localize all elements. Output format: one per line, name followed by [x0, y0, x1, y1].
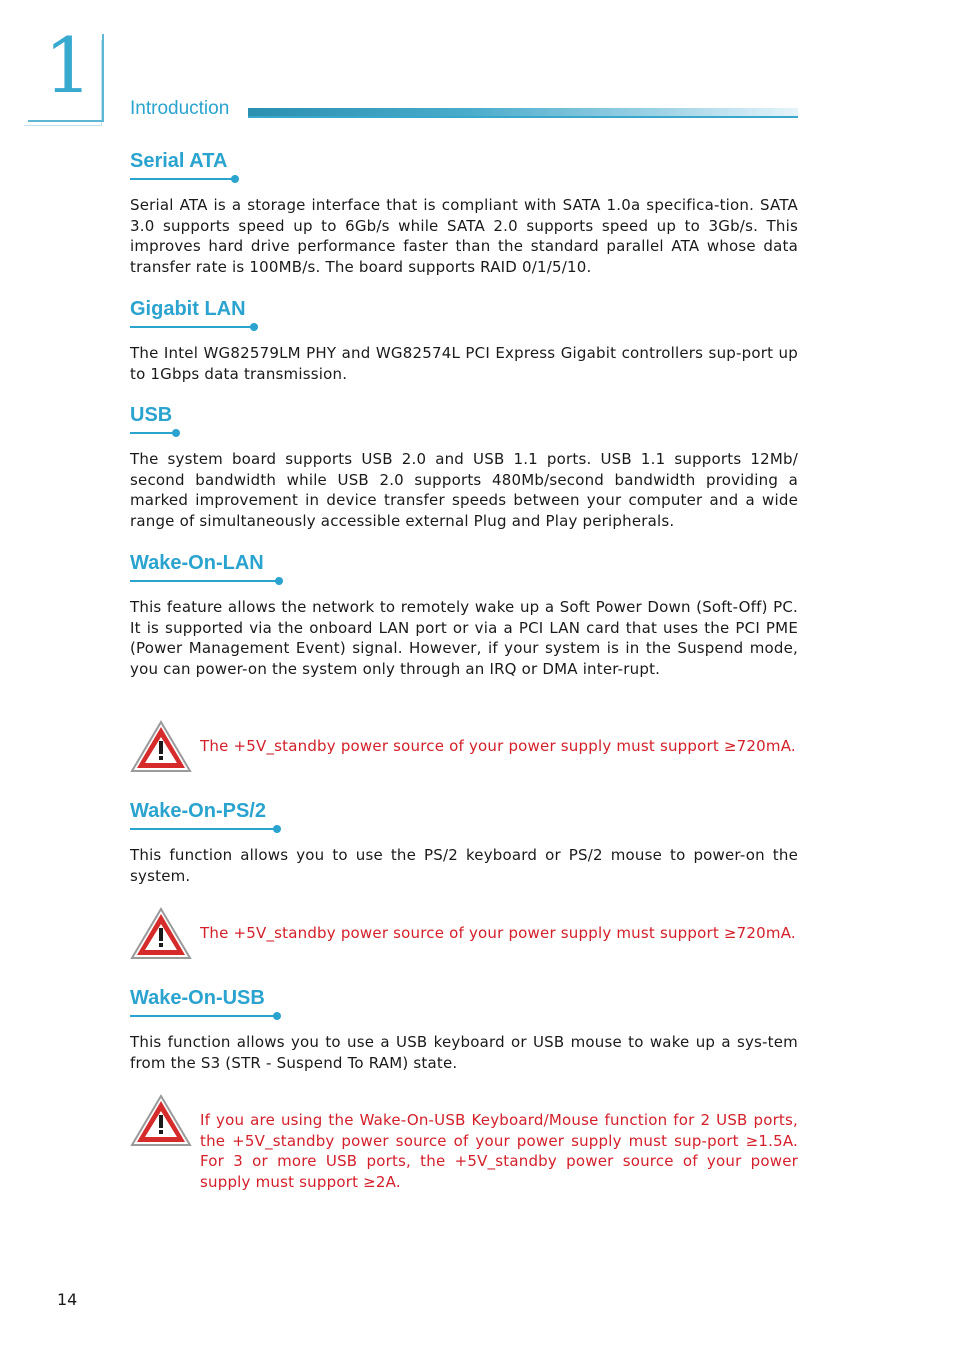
section-wake-on-usb [130, 986, 798, 1073]
warning-triangle-icon [130, 1094, 192, 1148]
section-title-rule [130, 323, 798, 331]
chapter-title-underline [248, 116, 798, 118]
warning-text: The +5V_standby power source of your power supply must support ≥720mA. [200, 737, 796, 755]
section-body: The Intel WG82579LM PHY and WG82574L PCI Express Gigabit controllers sup-port up to 1Gbps data transmission. [130, 344, 798, 383]
section-title: Wake-On-USB [130, 987, 265, 1009]
rule-dot [273, 825, 281, 833]
warning-text: If you are using the Wake-On-USB Keyboard/Mouse function for 2 USB ports, the +5V_standby power source of your power supply must sup-port ≥1.5A. For 3 or more USB ports, the +5V_standby power source of your power supply must support ≥2A. [200, 1111, 798, 1191]
rule-dot [250, 323, 258, 331]
section-body: The system board supports USB 2.0 and USB 1.1 ports. USB 1.1 supports 12Mb/ second bandwidth while USB 2.0 supports 480Mb/second bandwidth providing a marked improvement in device transfer speeds between your computer and a wide range of simultaneously accessible external Plug and Play peripherals. [130, 450, 798, 530]
chapter-title: Introduction [130, 98, 230, 119]
rule-dot [275, 577, 283, 585]
section-wake-on-lan [130, 551, 798, 679]
section-serial-ata [130, 149, 798, 277]
chapter-number: 1 [44, 21, 93, 110]
section-title: Gigabit LAN [130, 298, 246, 320]
page-number: 14 [57, 1290, 78, 1309]
rule-line [130, 178, 232, 180]
rule-dot [231, 175, 239, 183]
section-title-rule [130, 825, 798, 833]
section-body: This function allows you to use a USB keyboard or USB mouse to wake up a sys-tem from the S3 (STR - Suspend To RAM) state. [130, 1033, 798, 1072]
warning-text: The +5V_standby power source of your power supply must support ≥720mA. [200, 924, 796, 942]
section-title-rule [130, 175, 798, 183]
rule-dot [273, 1012, 281, 1020]
rule-line [130, 580, 278, 582]
section-title-rule [130, 429, 798, 437]
section-body: This feature allows the network to remotely wake up a Soft Power Down (Soft-Off) PC. It is supported via the onboard LAN port or via a PCI LAN card that uses the PCI PME (Power Management Event) signal. However, if your system is in the Suspend mode, you can power-on the system only through an IRQ or DMA inter-rupt. [130, 598, 798, 678]
section-wake-on-ps2 [130, 799, 798, 886]
section-title: Wake-On-PS/2 [130, 800, 266, 822]
section-body: This function allows you to use the PS/2 keyboard or PS/2 mouse to power-on the system. [130, 846, 798, 885]
section-title: Wake-On-LAN [130, 552, 264, 574]
rule-line [130, 1015, 278, 1017]
rule-dot [172, 429, 180, 437]
section-title: Serial ATA [130, 150, 228, 172]
rule-line [130, 432, 174, 434]
section-title: USB [130, 404, 173, 426]
section-title-rule [130, 577, 798, 585]
section-body: Serial ATA is a storage interface that is compliant with SATA 1.0a specifica-tion. SATA 3.0 supports speed up to 6Gb/s while SATA 2.0 supports speed up to 3Gb/s. This improves hard drive performance faster than the standard parallel ATA whose data transfer rate is 100MB/s. The board supports RAID 0/1/5/10. [130, 196, 798, 276]
warning-triangle-icon [130, 720, 192, 774]
rule-line [130, 326, 254, 328]
section-gigabit-lan [130, 297, 798, 384]
section-usb [130, 403, 798, 531]
rule-line [130, 828, 278, 830]
warning-triangle-icon [130, 907, 192, 961]
section-title-rule [130, 1012, 798, 1020]
